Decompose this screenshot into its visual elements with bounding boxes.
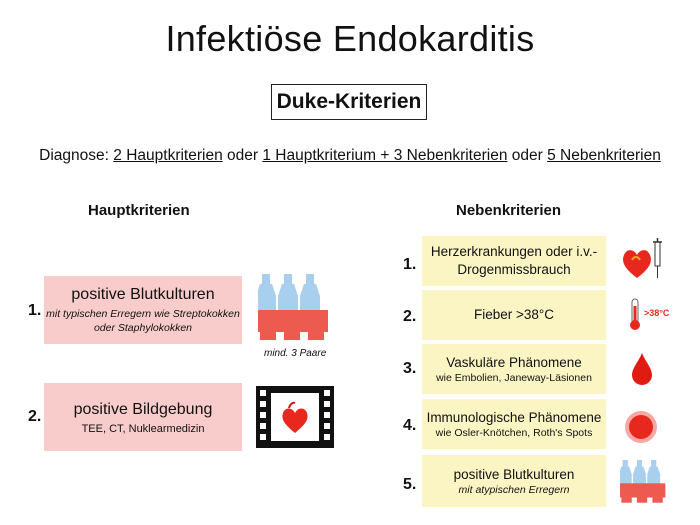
minor-criterion-box bbox=[422, 455, 606, 507]
minor-criterion-detail: mit atypischen Erregern bbox=[458, 483, 570, 496]
film-heart-icon bbox=[256, 386, 334, 448]
thermometer-label: >38°C bbox=[644, 308, 670, 318]
blood-culture-bottles-icon bbox=[258, 274, 332, 342]
minor-criterion-detail: wie Embolien, Janeway-Läsionen bbox=[436, 371, 592, 384]
diagnosis-separator: oder bbox=[507, 147, 548, 164]
minor-number: 3. bbox=[403, 360, 417, 377]
major-criterion-detail: mit typischen Erregern wie Streptokokken oder Staphylokokken bbox=[46, 308, 240, 334]
diagnosis-option-2: 1 Hauptkriterium + 3 Nebenkriterien bbox=[262, 147, 508, 164]
minor-criterion-box bbox=[422, 344, 606, 394]
diagnosis-prefix: Diagnose: bbox=[39, 147, 114, 164]
diagnosis-line bbox=[0, 147, 700, 165]
major-heading: Hauptkriterien bbox=[88, 202, 190, 219]
blood-culture-bottles-icon bbox=[620, 460, 668, 504]
blood-drop-icon bbox=[630, 352, 654, 386]
minor-criterion-box bbox=[422, 399, 606, 449]
major-criterion-title: positive Blutkulturen bbox=[71, 286, 215, 303]
subtitle-box: Duke-Kriterien bbox=[271, 84, 427, 120]
major-criterion-title: positive Bildgebung bbox=[73, 401, 213, 418]
minor-number: 4. bbox=[403, 417, 417, 434]
major-criterion-detail: TEE, CT, Nuklearmedizin bbox=[81, 423, 205, 435]
thermometer-icon bbox=[628, 298, 642, 332]
red-circle-icon bbox=[624, 410, 658, 444]
minor-criterion-title: Vaskuläre Phänomene bbox=[446, 354, 582, 370]
minor-heading: Nebenkriterien bbox=[456, 202, 562, 219]
major-number: 1. bbox=[28, 302, 42, 319]
minor-criterion-box bbox=[422, 290, 606, 340]
minor-criterion-box bbox=[422, 236, 606, 286]
bottle-note: mind. 3 Paare bbox=[264, 348, 327, 359]
minor-number: 5. bbox=[403, 476, 417, 493]
major-number: 2. bbox=[28, 408, 42, 425]
page-title: Infektiöse Endokarditis bbox=[165, 18, 535, 59]
minor-criterion-title: positive Blutkulturen bbox=[453, 466, 575, 482]
minor-criterion-detail: wie Osler-Knötchen, Roth's Spots bbox=[435, 426, 593, 439]
minor-number: 2. bbox=[403, 308, 417, 325]
heart-syringe-icon bbox=[620, 238, 670, 284]
minor-number: 1. bbox=[403, 256, 417, 273]
minor-criterion-title: Immunologische Phänomene bbox=[426, 409, 602, 425]
minor-criterion-title: Herzerkrankungen oder i.v.-Drogenmissbrauch bbox=[430, 244, 598, 277]
diagnosis-separator: oder bbox=[222, 147, 263, 164]
diagnosis-option-1: 2 Hauptkriterien bbox=[113, 147, 223, 164]
diagnosis-option-3: 5 Nebenkriterien bbox=[547, 147, 661, 164]
minor-criterion-title: Fieber >38°C bbox=[473, 307, 555, 322]
major-criterion-box bbox=[44, 383, 242, 451]
major-criterion-box bbox=[44, 276, 242, 344]
